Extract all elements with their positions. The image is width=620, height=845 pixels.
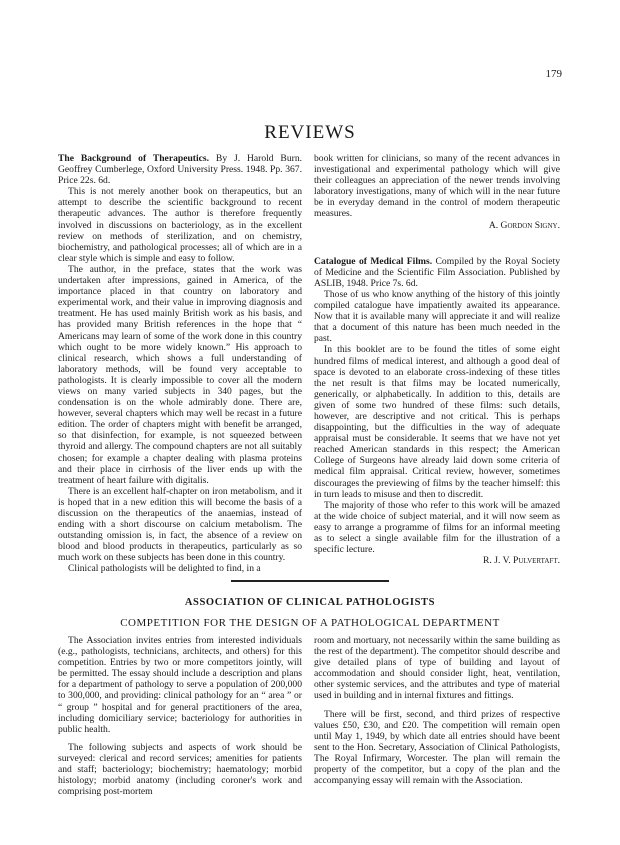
review2-signature: R. J. V. Pulvertaft. — [483, 555, 560, 567]
competition-left-column — [58, 635, 302, 797]
competition-paragraph: room and mortuary, not necessarily within the same building as the rest of the department). The competitor should describe and give detailed plans of type of building and layout of accommodation and should consider light, heat, ventilation, other systemic services, and the attributes and type of material used in building and in internal fixtures and fittings. — [314, 635, 560, 702]
page-number: 179 — [545, 68, 562, 80]
review2-heading — [314, 256, 560, 289]
review1-heading — [58, 153, 302, 186]
review1-paragraph: This is not merely another book on therapeutics, but an attempt to describe the scientific background to recent therapeutic advances. The author is therefore frequently involved in discussions on bacteriology, as in the excellent review on methods of sterilization, and on chemistry, biochemistry, and pathological processes; all of which are in a clear style which is simple and easy to follow. — [58, 186, 302, 264]
review2-citation: Compiled by the Royal Society of Medicine and the Scientific Film Association. Published by ASLIB, 1948. Price 7s. 6d. — [314, 255, 560, 289]
reviews-right-column — [314, 153, 560, 566]
review1-title: The Background of Therapeutics. — [58, 153, 210, 164]
review1-paragraph: The author, in the preface, states that the work was undertaken after impressions, gained in America, of the importance placed in that country on laboratory and experimental work, and their value in improving diagnosis and treatment. He has used mainly British work as his basis, and has provided many British references in the hope that “ Americans may learn of some of the work done in this country which ought to be more widely known.” His approach to clinical research, which shows a full understanding of laboratory methods, will be found very acceptable to pathologists. It is clearly impossible to cover all the modern views on many varied subjects in 340 pages, but the condensation is on the whole admirably done. There are, however, several chapters which may well be recast in a future edition. The order of chapters might with benefit be arranged, so that disinfection, for example, is not squeezed between thyroid and allergy. The compound chapters are not all suitably chosen; for example a chapter dealing with plasma proteins and their place in cirrhosis of the liver ends up with the treatment of heart failure with digitalis. — [58, 263, 302, 486]
review1-paragraph: book written for clinicians, so many of the recent advances in investigational and experimental pathology which will give their colleagues an appreciation of the newer trends involving laboratory investigations, many of which will in the near future be in everyday demand in the control of modern therapeutic measures. — [314, 153, 560, 220]
review2-paragraph: The majority of those who refer to this work will be amazed at the wide choice of subject material, and it will now seem as easy to arrange a programme of films for an informal meeting as to select a single available film for the illustration of a specific lecture. — [314, 499, 560, 556]
competition-right-column — [314, 635, 560, 786]
competition-paragraph: There will be first, second, and third prizes of respective values £50, £30, and £20. The competition will remain open until May 1, 1949, by which date all entries should have beent sent to the Hon. Secretary, Association of Clinical Pathologists, The Royal Infirmary, Worcester. The plan will remain the property of the competitor, but a copy of the plan and the accompanying essay will remain with the Association. — [314, 708, 560, 787]
competition-paragraph: The Association invites entries from interested individuals (e.g., pathologists, technicians, architects, and others) for this competition. Entries by two or more competitors jointly, will be permitted. The essay should include a description and plans for a department of pathology to serve a population of 200,000 to 300,000, and providing: clinical pathology for an “ area ” or “ group ” hospital and for general practitioners of the area, including domiciliary service; bacteriology for authorities in public health. — [58, 635, 302, 735]
competition-title: COMPETITION FOR THE DESIGN OF A PATHOLOGICAL DEPARTMENT — [120, 617, 500, 629]
review1-citation: By J. Harold Burn. Geoffrey Cumberlege, Oxford University Press. 1948. Pp. 367. Price 22s. 6d. — [58, 153, 303, 187]
review1-paragraph: Clinical pathologists will be delighted to find, in a — [68, 563, 261, 575]
reviews-left-column — [58, 153, 302, 575]
review2-paragraph: In this booklet are to be found the titles of some eight hundred films of medical interest, and although a good deal of space is devoted to an elaborate cross-indexing of these titles the net result is that films may be located numerically, generically, or alphabetically. In addition to this, details are given of some two hundred of these films: such details, however, are descriptive and not critical. This is perhaps disappointing, but the difficulties in the way of adequate appraisal must be considerable. It seems that we have not yet reached American standards in this respect; the American College of Surgeons have already laid down some criteria of medical film appraisal. Critical review, however, sometimes discourages the previewing of films by the teacher himself: this in turn leads to misuse and then to discredit. — [314, 344, 560, 500]
competition-paragraph: The following subjects and aspects of work should be surveyed: clerical and record services; amenities for patients and staff; bacteriology; biochemistry; haematology; morbid histology; morbid anatomy (including coroner's work and comprising post-mortem — [58, 741, 302, 798]
review2-title: Catalogue of Medical Films. — [314, 255, 433, 267]
review1-paragraph: There is an excellent half-chapter on iron metabolism, and it is hoped that in a new edition this will become the basis of a discussion on the therapeutics of the anaemias, instead of ending with a short discourse on calcium metabolism. The outstanding omission is, in fact, the absence of a review on blood and blood products in therapeutics, particularly as so much work on these subjects has been done in this country. — [58, 485, 302, 564]
review2-paragraph: Those of us who know anything of the history of this jointly compiled catalogue have impatiently awaited its appearance. Now that it is available many will appreciate it and will realize that a document of this nature has been much needed in the past. — [314, 288, 560, 345]
association-title: ASSOCIATION OF CLINICAL PATHOLOGISTS — [184, 597, 436, 608]
review1-signature: A. Gordon Signy. — [488, 219, 560, 231]
section-title: REVIEWS — [264, 122, 356, 143]
section-divider — [231, 580, 389, 582]
